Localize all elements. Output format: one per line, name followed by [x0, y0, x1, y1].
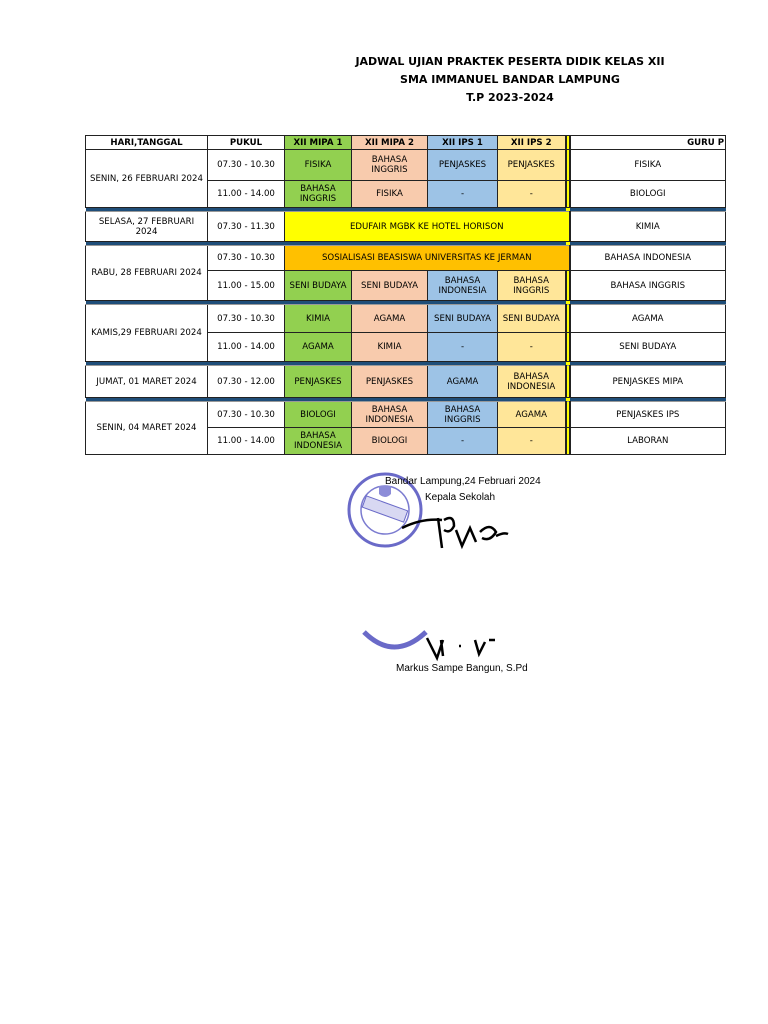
principal-signature-lower	[425, 636, 505, 660]
place-date: Bandar Lampung,24 Februari 2024	[385, 476, 541, 487]
time-cell: 07.30 - 10.30	[208, 305, 285, 333]
day-cell: JUMAT, 01 MARET 2024	[86, 366, 208, 398]
subject-cell-ips1: -	[428, 428, 498, 455]
school-name: SMA IMMANUEL BANDAR LAMPUNG	[400, 73, 620, 86]
guru-cell: PENJASKES MIPA	[570, 366, 726, 398]
table-row	[86, 366, 726, 398]
subject-cell-ips1: SENI BUDAYA	[428, 305, 498, 333]
subject-cell-mipa2: AGAMA	[352, 305, 428, 333]
school-stamp-lower	[360, 628, 430, 656]
time-cell: 11.00 - 15.00	[208, 271, 285, 301]
day-cell: RABU, 28 FEBRUARI 2024	[86, 246, 208, 301]
subject-cell-mipa1: BAHASA INDONESIA	[285, 428, 352, 455]
guru-cell: BAHASA INGGRIS	[570, 271, 726, 301]
subject-cell-mipa1: BAHASA INGGRIS	[285, 181, 352, 208]
time-cell: 07.30 - 11.30	[208, 212, 285, 242]
subject-cell-ips1: BAHASA INDONESIA	[428, 271, 498, 301]
subject-cell-mipa2: KIMIA	[352, 333, 428, 362]
subject-cell-mipa2: PENJASKES	[352, 366, 428, 398]
subject-cell-mipa1: SENI BUDAYA	[285, 271, 352, 301]
guru-cell: KIMIA	[570, 212, 726, 242]
guru-cell: FISIKA	[570, 150, 726, 181]
time-cell: 11.00 - 14.00	[208, 428, 285, 455]
subject-cell-ips1: -	[428, 333, 498, 362]
schedule-table	[85, 135, 726, 455]
guru-cell: PENJASKES IPS	[570, 402, 726, 428]
time-cell: 07.30 - 10.30	[208, 246, 285, 271]
subject-cell-mipa1: FISIKA	[285, 150, 352, 181]
guru-cell: BAHASA INDONESIA	[570, 246, 726, 271]
subject-cell-mipa2: BIOLOGI	[352, 428, 428, 455]
subject-cell-ips2: -	[498, 428, 566, 455]
time-cell: 07.30 - 12.00	[208, 366, 285, 398]
schedule-table-wrapper	[85, 135, 724, 455]
time-cell: 07.30 - 10.30	[208, 402, 285, 428]
time-cell: 11.00 - 14.00	[208, 181, 285, 208]
event-cell: SOSIALISASI BEASISWA UNIVERSITAS KE JERMAN	[285, 246, 570, 271]
guru-cell: LABORAN	[570, 428, 726, 455]
column-header: XII IPS 1	[428, 136, 498, 150]
subject-cell-ips2: SENI BUDAYA	[498, 305, 566, 333]
column-header: GURU P	[570, 136, 726, 150]
subject-cell-ips1: BAHASA INGGRIS	[428, 402, 498, 428]
subject-cell-ips2: -	[498, 333, 566, 362]
subject-cell-ips2: AGAMA	[498, 402, 566, 428]
column-header: HARI,TANGGAL	[86, 136, 208, 150]
column-header: PUKUL	[208, 136, 285, 150]
subject-cell-mipa1: BIOLOGI	[285, 402, 352, 428]
subject-cell-mipa2: FISIKA	[352, 181, 428, 208]
table-row	[86, 212, 726, 242]
principal-signature	[400, 510, 510, 550]
subject-cell-mipa1: AGAMA	[285, 333, 352, 362]
signer-name: Markus Sampe Bangun, S.Pd	[396, 663, 528, 674]
subject-cell-mipa2: BAHASA INDONESIA	[352, 402, 428, 428]
header-row	[86, 136, 726, 150]
subject-cell-ips1: PENJASKES	[428, 150, 498, 181]
subject-cell-ips2: BAHASA INGGRIS	[498, 271, 566, 301]
subject-cell-mipa1: PENJASKES	[285, 366, 352, 398]
day-cell: SELASA, 27 FEBRUARI 2024	[86, 212, 208, 242]
day-cell: SENIN, 26 FEBRUARI 2024	[86, 150, 208, 208]
school-year: T.P 2023-2024	[466, 91, 554, 104]
subject-cell-ips2: BAHASA INDONESIA	[498, 366, 566, 398]
table-row	[86, 150, 726, 181]
signer-role: Kepala Sekolah	[425, 492, 496, 503]
event-cell: EDUFAIR MGBK KE HOTEL HORISON	[285, 212, 570, 242]
column-header: XII MIPA 1	[285, 136, 352, 150]
subject-cell-ips2: -	[498, 181, 566, 208]
subject-cell-mipa2: BAHASA INGGRIS	[352, 150, 428, 181]
day-cell: KAMIS,29 FEBRUARI 2024	[86, 305, 208, 362]
subject-cell-mipa2: SENI BUDAYA	[352, 271, 428, 301]
time-cell: 11.00 - 14.00	[208, 333, 285, 362]
guru-cell: AGAMA	[570, 305, 726, 333]
doc-title: JADWAL UJIAN PRAKTEK PESERTA DIDIK KELAS XII	[355, 55, 665, 68]
column-header: XII IPS 2	[498, 136, 566, 150]
column-header: XII MIPA 2	[352, 136, 428, 150]
subject-cell-mipa1: KIMIA	[285, 305, 352, 333]
table-row	[86, 402, 726, 428]
time-cell: 07.30 - 10.30	[208, 150, 285, 181]
day-cell: SENIN, 04 MARET 2024	[86, 402, 208, 455]
subject-cell-ips1: -	[428, 181, 498, 208]
guru-cell: BIOLOGI	[570, 181, 726, 208]
subject-cell-ips2: PENJASKES	[498, 150, 566, 181]
subject-cell-ips1: AGAMA	[428, 366, 498, 398]
table-row	[86, 246, 726, 271]
table-row	[86, 305, 726, 333]
guru-cell: SENI BUDAYA	[570, 333, 726, 362]
